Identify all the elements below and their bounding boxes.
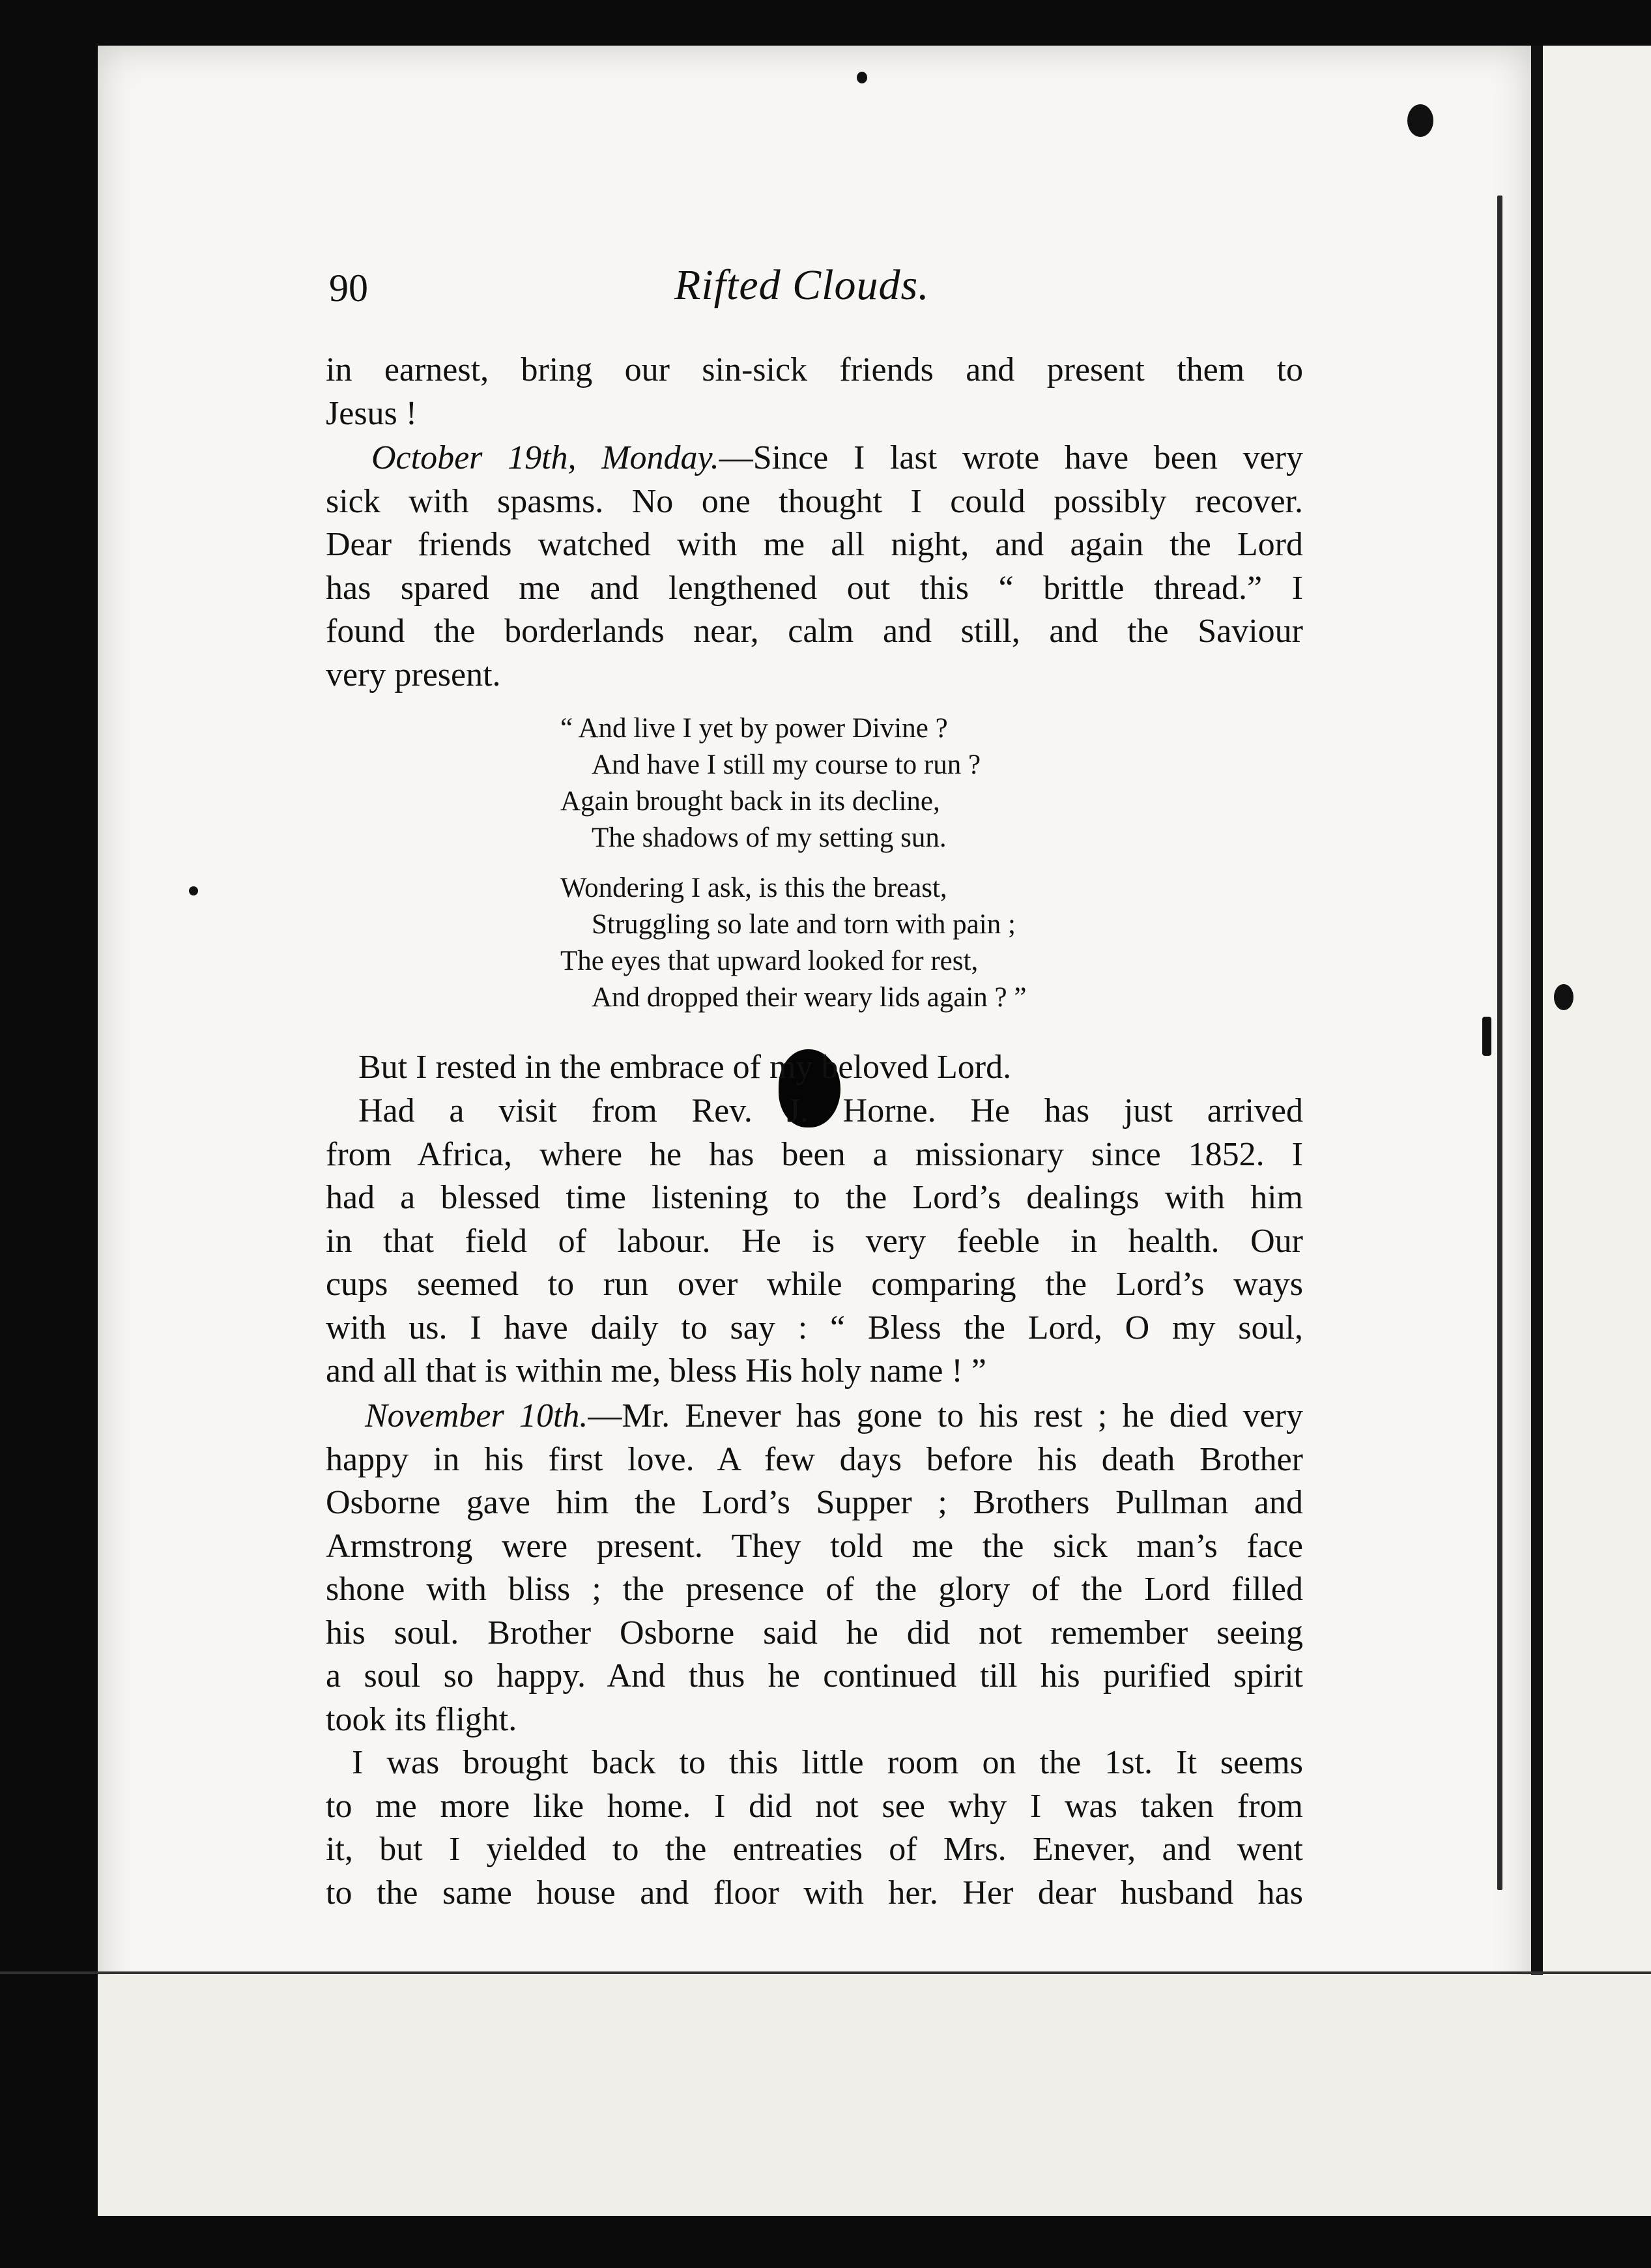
scan-speck xyxy=(1554,984,1573,1010)
text-line: I was brought back to this little room on the 1st. It seems xyxy=(352,1744,1303,1781)
diary-entry-november xyxy=(326,1395,1303,1741)
text-line: in that field of labour. He is very feeble in health. Our xyxy=(326,1222,1303,1260)
entry-text: —Mr. Enever has gone to his rest ; he died very xyxy=(588,1397,1303,1434)
running-title: Rifted Clouds. xyxy=(674,261,930,309)
text-line: Armstrong were present. They told me the sick man’s face xyxy=(326,1527,1303,1565)
text-line: his soul. Brother Osborne said he did not remember seeing xyxy=(326,1614,1303,1651)
paragraph-rested xyxy=(326,1046,1303,1090)
text-line xyxy=(326,1395,1303,1438)
text-line: had a blessed time listening to the Lord’s dealings with him xyxy=(326,1179,1303,1216)
text-line: and all that is within me, bless His holy name ! ” xyxy=(326,1352,986,1389)
text-line: sick with spasms. No one thought I could possibly recover. xyxy=(326,482,1303,520)
poem-line: “ And live I yet by power Divine ? xyxy=(560,713,948,744)
text-line: to the same house and floor with her. Her dear husband has xyxy=(326,1874,1303,1912)
entry-date: October 19th, Monday. xyxy=(371,439,719,476)
text-line: a soul so happy. And thus he continued till his purified spirit xyxy=(326,1657,1303,1694)
text-line: cups seemed to run over while comparing the Lord’s ways xyxy=(326,1266,1303,1303)
text-line: very present. xyxy=(326,656,501,693)
text-line: took its flight. xyxy=(326,1700,517,1738)
poem-line: Again brought back in its decline, xyxy=(560,786,940,817)
page-bottom-margin xyxy=(98,1975,1651,2216)
text-line: from Africa, where he has been a missionary since 1852. I xyxy=(326,1135,1303,1173)
text-line: Dear friends watched with me all night, and again the Lord xyxy=(326,526,1303,563)
scan-speck xyxy=(1497,196,1502,1890)
text-line: Osborne gave him the Lord’s Supper ; Brothers Pullman and xyxy=(326,1484,1303,1521)
text-line: to me more like home. I did not see why I was taken from xyxy=(326,1787,1303,1825)
entry-text: —Since I last wrote have been very xyxy=(719,439,1303,476)
text-line: shone with bliss ; the presence of the glory of the Lord filled xyxy=(326,1571,1303,1608)
paragraph-visit xyxy=(326,1090,1303,1393)
text-line: happy in his first love. A few days before his death Brother xyxy=(326,1440,1303,1478)
text-line: Jesus ! xyxy=(326,394,418,432)
poem-line: Wondering I ask, is this the breast, xyxy=(560,873,947,903)
scan-speck xyxy=(1407,104,1433,137)
text-line: in earnest, bring our sin-sick friends and present them to xyxy=(326,351,1303,388)
text-line: But I rested in the embrace of my beloved Lord. xyxy=(358,1049,1012,1086)
poem-stanza-2 xyxy=(560,870,1212,1016)
paragraph-room xyxy=(326,1741,1303,1915)
scan-speck xyxy=(189,886,198,895)
text-line: has spared me and lengthened out this “ brittle thread.” I xyxy=(326,569,1303,607)
page-number: 90 xyxy=(329,267,368,310)
diary-entry-october xyxy=(326,437,1303,697)
poem-line: Struggling so late and torn with pain ; xyxy=(592,909,1016,940)
text-line: found the borderlands near, calm and still, and the Saviour xyxy=(326,613,1303,650)
scan-speck xyxy=(857,72,867,83)
poem-line: The shadows of my setting sun. xyxy=(592,822,947,853)
poem-stanza-1 xyxy=(560,710,1212,856)
facing-page-edge xyxy=(1531,46,1651,2216)
text-line: Had a visit from Rev. J. Horne. He has just arrived xyxy=(358,1092,1303,1129)
entry-date: November 10th. xyxy=(365,1397,588,1434)
poem-line: The eyes that upward looked for rest, xyxy=(560,946,979,976)
scan-rule-line xyxy=(0,1971,1651,1974)
text-line: with us. I have daily to say : “ Bless the Lord, O my soul, xyxy=(326,1309,1303,1346)
poem-line: And have I still my course to run ? xyxy=(592,749,981,780)
text-line xyxy=(326,437,1303,480)
scan-speck xyxy=(1482,1017,1491,1056)
text-line: it, but I yielded to the entreaties of Mrs. Enever, and went xyxy=(326,1831,1303,1868)
poem-line: And dropped their weary lids again ? ” xyxy=(592,982,1027,1013)
paragraph-continuation xyxy=(326,349,1303,435)
